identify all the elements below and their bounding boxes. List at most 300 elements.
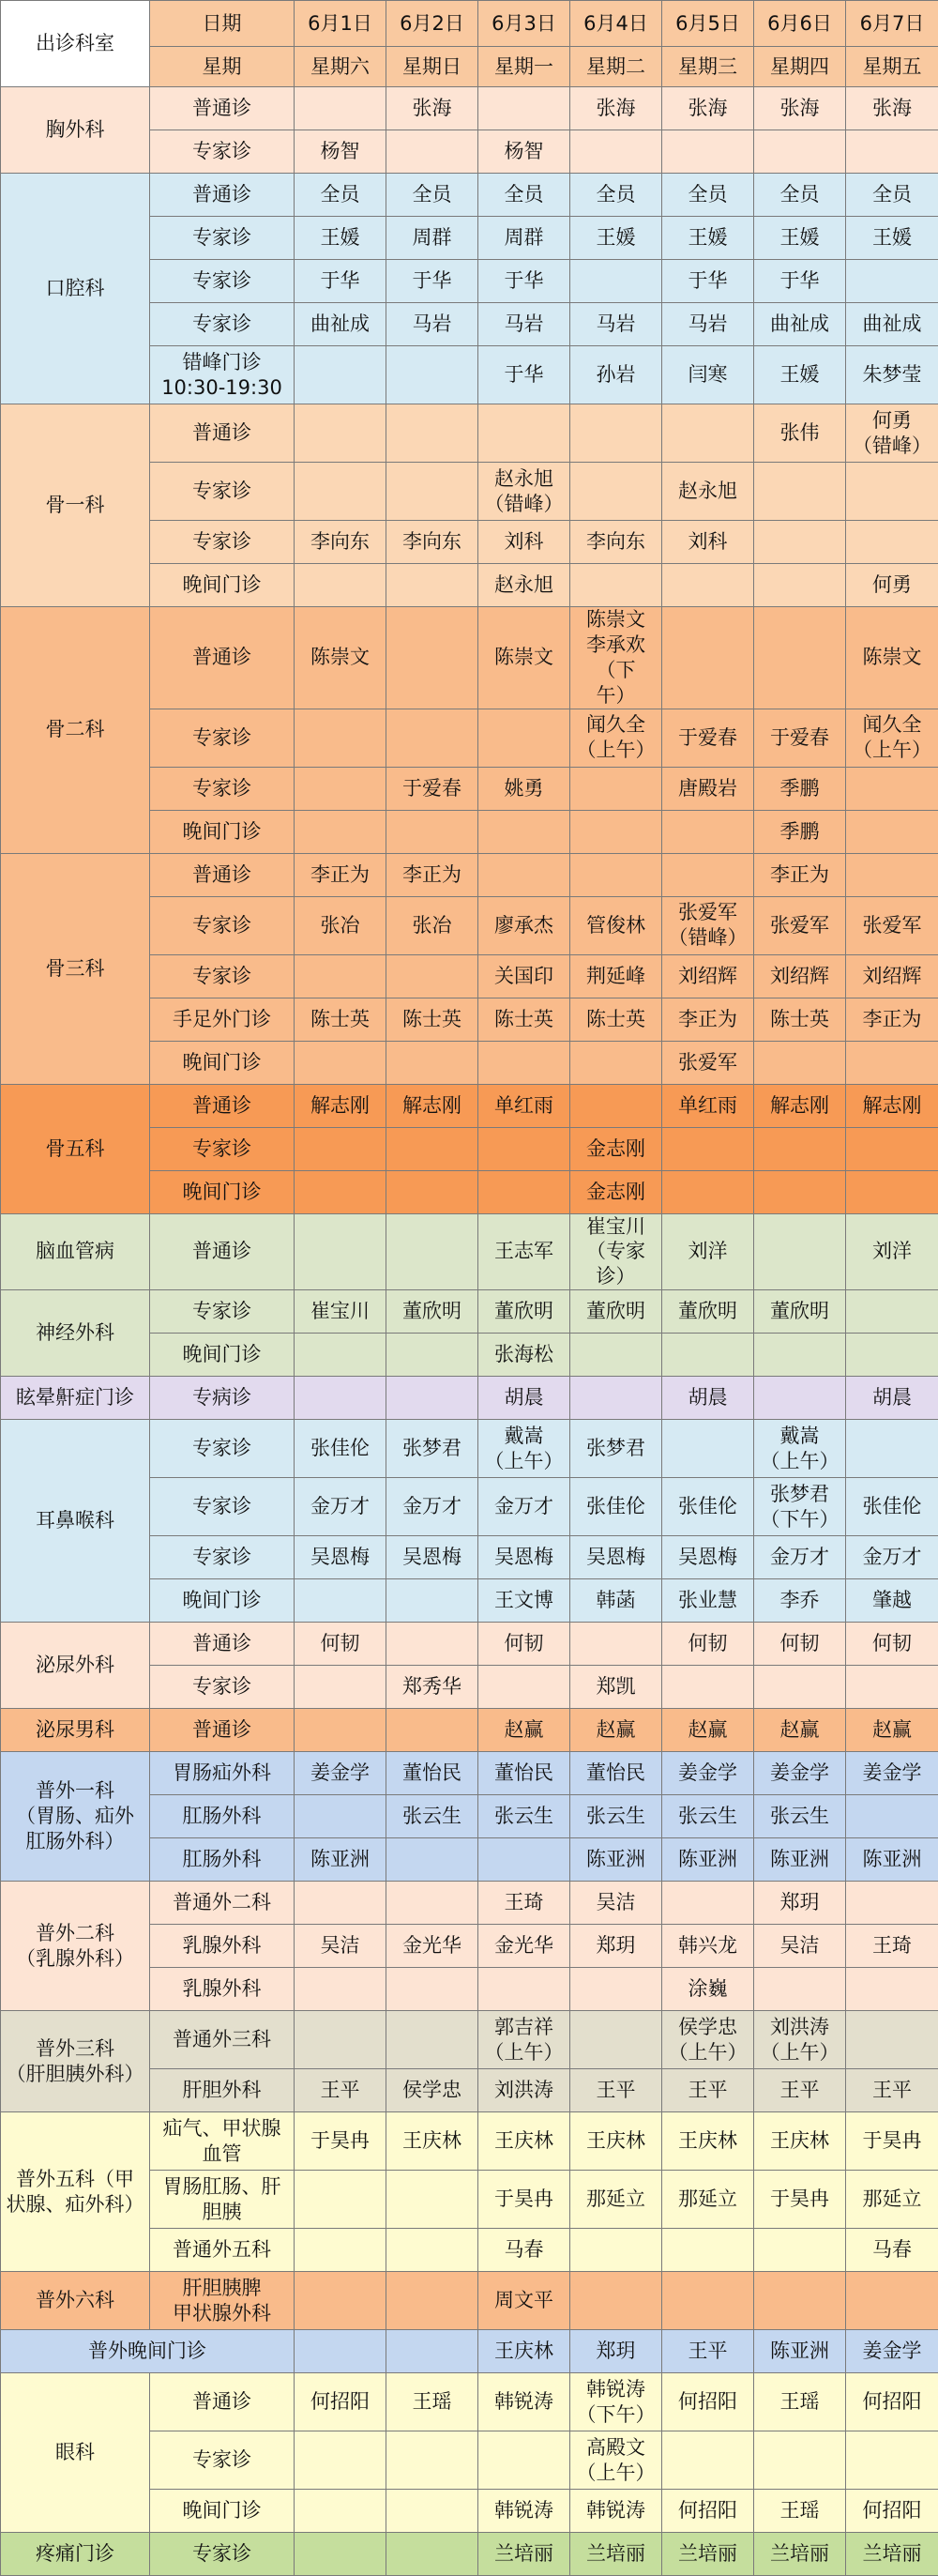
date-cell: 6月6日: [754, 1, 846, 47]
empty-cell: [754, 1968, 846, 2011]
cell-line: 口腔科: [3, 276, 147, 301]
doctor-cell: [754, 1420, 846, 1478]
schedule-row: [1, 1623, 938, 1666]
empty-cell: [662, 1127, 754, 1170]
clinic-type-cell: [150, 2272, 295, 2330]
empty-cell: [295, 2011, 386, 2069]
clinic-type-cell: [150, 1041, 295, 1084]
cell-line: 董怡民: [572, 1761, 659, 1786]
empty-cell: [478, 404, 570, 463]
empty-cell: [754, 1127, 846, 1170]
date-cell: 6月2日: [386, 1, 478, 47]
cell-line: 姚勇: [480, 776, 567, 801]
cell-line: （上午）: [756, 1449, 843, 1474]
cell-line: 解志刚: [388, 1093, 476, 1119]
doctor-cell: [846, 564, 938, 607]
cell-line: 何韧: [848, 1631, 936, 1656]
cell-line: 刘科: [480, 529, 567, 555]
cell-line: 普通诊: [152, 420, 292, 446]
clinic-type-cell: [150, 1882, 295, 1925]
date-cell: 6月5日: [662, 1, 754, 47]
cell-line: 骨二科: [3, 717, 147, 742]
cell-line: （上午）: [572, 2461, 659, 2486]
doctor-cell: [386, 896, 478, 954]
clinic-type-cell: [150, 87, 295, 130]
empty-cell: [386, 2431, 478, 2490]
empty-cell: [295, 2229, 386, 2272]
cell-line: 专家诊: [152, 1674, 292, 1700]
doctor-cell: [570, 1579, 662, 1623]
clinic-type-cell: [150, 1536, 295, 1579]
doctor-cell: [295, 130, 386, 174]
doctor-cell: [662, 346, 754, 404]
clinic-type-cell: [150, 2112, 295, 2171]
doctor-cell: [295, 260, 386, 303]
empty-cell: [295, 2490, 386, 2533]
cell-line: 于华: [756, 268, 843, 294]
cell-line: 李正为: [848, 1007, 936, 1032]
cell-line: 姜金学: [296, 1761, 384, 1786]
empty-cell: [846, 810, 938, 853]
cell-line: 王庆林: [756, 2128, 843, 2154]
empty-cell: [662, 1170, 754, 1213]
doctor-cell: [754, 954, 846, 998]
cell-line: （专家诊）: [572, 1239, 659, 1289]
empty-cell: [570, 1041, 662, 1084]
clinic-type-cell: [150, 998, 295, 1041]
doctor-cell: [386, 521, 478, 564]
doctor-cell: [295, 1420, 386, 1478]
doctor-cell: [846, 2229, 938, 2272]
weekday-cell: 星期五: [846, 47, 938, 87]
doctor-cell: [662, 2112, 754, 2171]
schedule-row: [1, 1290, 938, 1334]
department-cell: [1, 1084, 150, 1213]
doctor-cell: [662, 896, 754, 954]
empty-cell: [478, 2431, 570, 2490]
doctor-cell: [846, 1213, 938, 1290]
doctor-cell: [570, 1838, 662, 1882]
cell-line: 胡晨: [848, 1385, 936, 1410]
cell-line: 赵赢: [848, 1717, 936, 1743]
cell-line: 陈崇文: [848, 645, 936, 670]
cell-line: （错峰）: [480, 492, 567, 517]
cell-line: 专家诊: [152, 479, 292, 504]
cell-line: 兰培丽: [480, 2541, 567, 2567]
clinic-type-cell: [150, 1666, 295, 1709]
cell-line: 张佳伦: [664, 1494, 751, 1519]
cell-line: 晚间门诊: [152, 1588, 292, 1613]
doctor-cell: [662, 2490, 754, 2533]
empty-cell: [570, 1377, 662, 1420]
doctor-cell: [478, 607, 570, 709]
cell-line: 王瑶: [756, 2498, 843, 2523]
cell-line: 王平: [572, 2078, 659, 2103]
cell-line: 何招阳: [664, 2389, 751, 2415]
empty-cell: [662, 1882, 754, 1925]
cell-line: 全员: [480, 182, 567, 207]
doctor-cell: [846, 1377, 938, 1420]
cell-line: 姜金学: [848, 2339, 936, 2364]
empty-cell: [478, 1041, 570, 1084]
empty-cell: [478, 1666, 570, 1709]
doctor-cell: [478, 767, 570, 810]
cell-line: 刘洪涛: [480, 2078, 567, 2103]
schedule-row: [1, 2533, 938, 2576]
doctor-cell: [754, 896, 846, 954]
doctor-cell: [754, 2490, 846, 2533]
cell-line: （上午）: [756, 2040, 843, 2065]
doctor-cell: [295, 217, 386, 260]
cell-line: 陈亚洲: [848, 1847, 936, 1872]
doctor-cell: [754, 2373, 846, 2431]
cell-line: 于华: [388, 268, 476, 294]
cell-line: 晚间门诊: [152, 2498, 292, 2523]
cell-line: 王平: [296, 2078, 384, 2103]
doctor-cell: [570, 1478, 662, 1536]
empty-cell: [570, 130, 662, 174]
empty-cell: [754, 2272, 846, 2330]
clinic-type-cell: [150, 521, 295, 564]
cell-line: 专家诊: [152, 529, 292, 555]
doctor-cell: [846, 404, 938, 463]
cell-line: 泌尿男科: [3, 1717, 147, 1743]
empty-cell: [662, 2272, 754, 2330]
cell-line: 季鹏: [756, 819, 843, 845]
cell-line: 专家诊: [152, 776, 292, 801]
doctor-cell: [295, 1536, 386, 1579]
date-label-cell: 日期: [150, 1, 295, 47]
schedule-row: [1, 404, 938, 463]
empty-cell: [478, 810, 570, 853]
clinic-type-cell: [150, 1170, 295, 1213]
doctor-cell: [478, 1752, 570, 1795]
empty-cell: [386, 2229, 478, 2272]
doctor-cell: [662, 1838, 754, 1882]
cell-line: 普通外二科: [152, 1890, 292, 1915]
cell-line: 兰培丽: [572, 2541, 659, 2567]
empty-cell: [295, 2431, 386, 2490]
weekday-cell: 星期六: [295, 47, 386, 87]
empty-cell: [754, 1377, 846, 1420]
clinic-type-cell: [150, 767, 295, 810]
doctor-cell: [754, 1838, 846, 1882]
cell-line: 全员: [756, 182, 843, 207]
clinic-type-cell: [150, 174, 295, 217]
empty-cell: [846, 1795, 938, 1838]
cell-line: 晚间门诊: [152, 1050, 292, 1075]
department-cell: [1, 1752, 150, 1882]
weekday-cell: 星期日: [386, 47, 478, 87]
cell-line: 胃肠肛肠、肝: [152, 2174, 292, 2200]
clinic-type-cell: [150, 1478, 295, 1536]
cell-line: 赵永旭: [480, 572, 567, 598]
doctor-cell: [662, 174, 754, 217]
cell-line: 胃肠疝外科: [152, 1761, 292, 1786]
doctor-cell: [662, 709, 754, 767]
schedule-body: [1, 1, 938, 2576]
cell-line: 专家诊: [152, 1299, 292, 1324]
empty-cell: [386, 1213, 478, 1290]
empty-cell: [295, 2330, 386, 2373]
empty-cell: [295, 1041, 386, 1084]
schedule-row: [1, 1752, 938, 1795]
department-cell: [1, 1882, 150, 2011]
cell-line: 张云生: [388, 1804, 476, 1829]
empty-cell: [846, 1127, 938, 1170]
empty-cell: [386, 1882, 478, 1925]
doctor-cell: [478, 1084, 570, 1127]
doctor-cell: [570, 2431, 662, 2490]
empty-cell: [295, 1709, 386, 1752]
cell-line: 李正为: [388, 862, 476, 888]
empty-cell: [846, 463, 938, 521]
doctor-cell: [295, 607, 386, 709]
cell-line: 马岩: [572, 312, 659, 337]
empty-cell: [662, 607, 754, 709]
empty-cell: [754, 130, 846, 174]
cell-line: 何韧: [756, 1631, 843, 1656]
doctor-cell: [478, 1925, 570, 1968]
cell-line: 王媛: [664, 225, 751, 251]
cell-line: 乳腺外科: [152, 1976, 292, 2002]
cell-line: 吴恩梅: [388, 1545, 476, 1570]
empty-cell: [386, 130, 478, 174]
empty-cell: [386, 954, 478, 998]
doctor-cell: [386, 998, 478, 1041]
clinic-type-cell: [150, 564, 295, 607]
empty-cell: [386, 1968, 478, 2011]
cell-line: 王瑶: [756, 2389, 843, 2415]
cell-line: 陈士英: [572, 1007, 659, 1032]
doctor-cell: [478, 2533, 570, 2576]
cell-line: 陈崇文: [296, 645, 384, 670]
doctor-cell: [662, 1536, 754, 1579]
empty-cell: [754, 1170, 846, 1213]
empty-cell: [295, 1213, 386, 1290]
doctor-cell: [386, 260, 478, 303]
doctor-cell: [478, 1709, 570, 1752]
doctor-cell: [846, 607, 938, 709]
schedule-row: [1, 1420, 938, 1478]
doctor-cell: [662, 463, 754, 521]
doctor-cell: [570, 346, 662, 404]
empty-cell: [846, 1290, 938, 1334]
cell-line: 陈崇文: [572, 607, 659, 633]
doctor-cell: [386, 1795, 478, 1838]
cell-line: 王琦: [848, 1933, 936, 1959]
cell-line: （上午）: [664, 2040, 751, 2065]
doctor-cell: [295, 2373, 386, 2431]
empty-cell: [570, 853, 662, 896]
doctor-cell: [570, 607, 662, 709]
empty-cell: [295, 1170, 386, 1213]
empty-cell: [295, 1882, 386, 1925]
empty-cell: [386, 404, 478, 463]
empty-cell: [295, 1666, 386, 1709]
cell-line: 姜金学: [756, 1761, 843, 1786]
empty-cell: [662, 564, 754, 607]
cell-line: 李乔: [756, 1588, 843, 1613]
empty-cell: [295, 2272, 386, 2330]
clinic-type-cell: [150, 1377, 295, 1420]
cell-line: 于爱春: [664, 725, 751, 751]
doctor-cell: [662, 1795, 754, 1838]
cell-line: 李正为: [296, 862, 384, 888]
clinic-type-cell: [150, 1623, 295, 1666]
empty-cell: [570, 260, 662, 303]
cell-line: 肛肠外科: [152, 1804, 292, 1829]
cell-line: 王媛: [848, 225, 936, 251]
empty-cell: [295, 1968, 386, 2011]
cell-line: 韩锐涛: [572, 2498, 659, 2523]
doctor-cell: [662, 2069, 754, 2112]
empty-cell: [846, 767, 938, 810]
doctor-cell: [754, 810, 846, 853]
department-cell: [1, 2373, 150, 2533]
doctor-cell: [846, 2171, 938, 2229]
doctor-cell: [570, 2490, 662, 2533]
cell-line: 王琦: [480, 1890, 567, 1915]
doctor-cell: [386, 174, 478, 217]
clinic-type-cell: [150, 2431, 295, 2490]
department-cell: [1, 1377, 150, 1420]
doctor-cell: [386, 1666, 478, 1709]
empty-cell: [846, 2272, 938, 2330]
cell-line: 侯学忠: [664, 2015, 751, 2040]
empty-cell: [846, 2011, 938, 2069]
doctor-cell: [754, 404, 846, 463]
empty-cell: [386, 1709, 478, 1752]
empty-cell: [662, 810, 754, 853]
empty-cell: [662, 130, 754, 174]
cell-line: 涂巍: [664, 1976, 751, 2002]
doctor-cell: [662, 2330, 754, 2373]
cell-line: 姜金学: [664, 1761, 751, 1786]
cell-line: 专家诊: [152, 2541, 292, 2567]
cell-line: 肇越: [848, 1588, 936, 1613]
empty-cell: [478, 1968, 570, 2011]
evening-clinic-row: [1, 2330, 938, 2373]
empty-cell: [386, 2272, 478, 2330]
doctor-cell: [754, 2533, 846, 2576]
doctor-cell: [478, 564, 570, 607]
doctor-cell: [570, 998, 662, 1041]
empty-cell: [570, 1084, 662, 1127]
cell-line: 陈士英: [296, 1007, 384, 1032]
cell-line: 何勇: [848, 572, 936, 598]
cell-line: 张佳伦: [572, 1494, 659, 1519]
weekday-cell: 星期三: [662, 47, 754, 87]
cell-line: 普外晚间门诊: [3, 2339, 292, 2364]
cell-line: 王庆林: [480, 2339, 567, 2364]
cell-line: 张佳伦: [848, 1494, 936, 1519]
cell-line: 眼科: [3, 2440, 147, 2465]
cell-line: 陈亚洲: [756, 2339, 843, 2364]
cell-line: 侯学忠: [388, 2078, 476, 2103]
doctor-cell: [754, 260, 846, 303]
cell-line: 张梦君: [756, 1482, 843, 1507]
schedule-row: [1, 2373, 938, 2431]
empty-cell: [662, 1420, 754, 1478]
cell-line: （上午）: [480, 2040, 567, 2065]
cell-line: 金万才: [756, 1545, 843, 1570]
doctor-cell: [478, 2490, 570, 2533]
doctor-cell: [754, 2069, 846, 2112]
doctor-cell: [662, 1377, 754, 1420]
clinic-type-cell: [150, 2011, 295, 2069]
cell-line: 陈亚洲: [296, 1847, 384, 1872]
cell-line: 专家诊: [152, 913, 292, 938]
doctor-cell: [295, 1925, 386, 1968]
cell-line: 专家诊: [152, 225, 292, 251]
cell-line: 于昊冉: [848, 2128, 936, 2154]
cell-line: 金万才: [480, 1494, 567, 1519]
doctor-cell: [570, 217, 662, 260]
doctor-cell: [662, 2011, 754, 2069]
cell-line: 那延立: [848, 2187, 936, 2212]
empty-cell: [846, 260, 938, 303]
department-cell: [1, 174, 150, 404]
cell-line: 董欣明: [756, 1299, 843, 1324]
cell-line: 郑玥: [572, 2339, 659, 2364]
cell-line: 董欣明: [480, 1299, 567, 1324]
doctor-cell: [295, 2112, 386, 2171]
empty-cell: [570, 463, 662, 521]
empty-cell: [662, 2229, 754, 2272]
cell-line: 于华: [296, 268, 384, 294]
empty-cell: [386, 1579, 478, 1623]
doctor-cell: [662, 1579, 754, 1623]
doctor-cell: [478, 1882, 570, 1925]
cell-line: 朱梦莹: [848, 362, 936, 388]
cell-line: 专家诊: [152, 2447, 292, 2473]
weekday-label-cell: 星期: [150, 47, 295, 87]
doctor-cell: [846, 709, 938, 767]
doctor-cell: [754, 1795, 846, 1838]
empty-cell: [662, 1666, 754, 1709]
doctor-cell: [754, 2112, 846, 2171]
doctor-cell: [570, 1213, 662, 1290]
doctor-cell: [662, 2533, 754, 2576]
doctor-cell: [662, 1752, 754, 1795]
doctor-cell: [478, 2112, 570, 2171]
cell-line: 脑血管病: [3, 1239, 147, 1264]
weekday-cell: 星期四: [754, 47, 846, 87]
cell-line: 王媛: [756, 225, 843, 251]
doctor-cell: [478, 2171, 570, 2229]
empty-cell: [386, 1838, 478, 1882]
cell-line: 骨一科: [3, 493, 147, 518]
doctor-cell: [754, 709, 846, 767]
cell-line: 何招阳: [848, 2498, 936, 2523]
cell-line: 王瑶: [388, 2389, 476, 2415]
empty-cell: [570, 2011, 662, 2069]
cell-line: 何勇: [848, 408, 936, 434]
doctor-cell: [386, 1925, 478, 1968]
doctor-cell: [478, 954, 570, 998]
cell-line: 杨智: [296, 139, 384, 164]
empty-cell: [386, 2533, 478, 2576]
doctor-cell: [662, 998, 754, 1041]
doctor-cell: [570, 1420, 662, 1478]
cell-line: 赵赢: [664, 1717, 751, 1743]
doctor-cell: [295, 896, 386, 954]
doctor-cell: [846, 2533, 938, 2576]
doctor-cell: [386, 303, 478, 346]
empty-cell: [295, 1127, 386, 1170]
empty-cell: [386, 2330, 478, 2373]
